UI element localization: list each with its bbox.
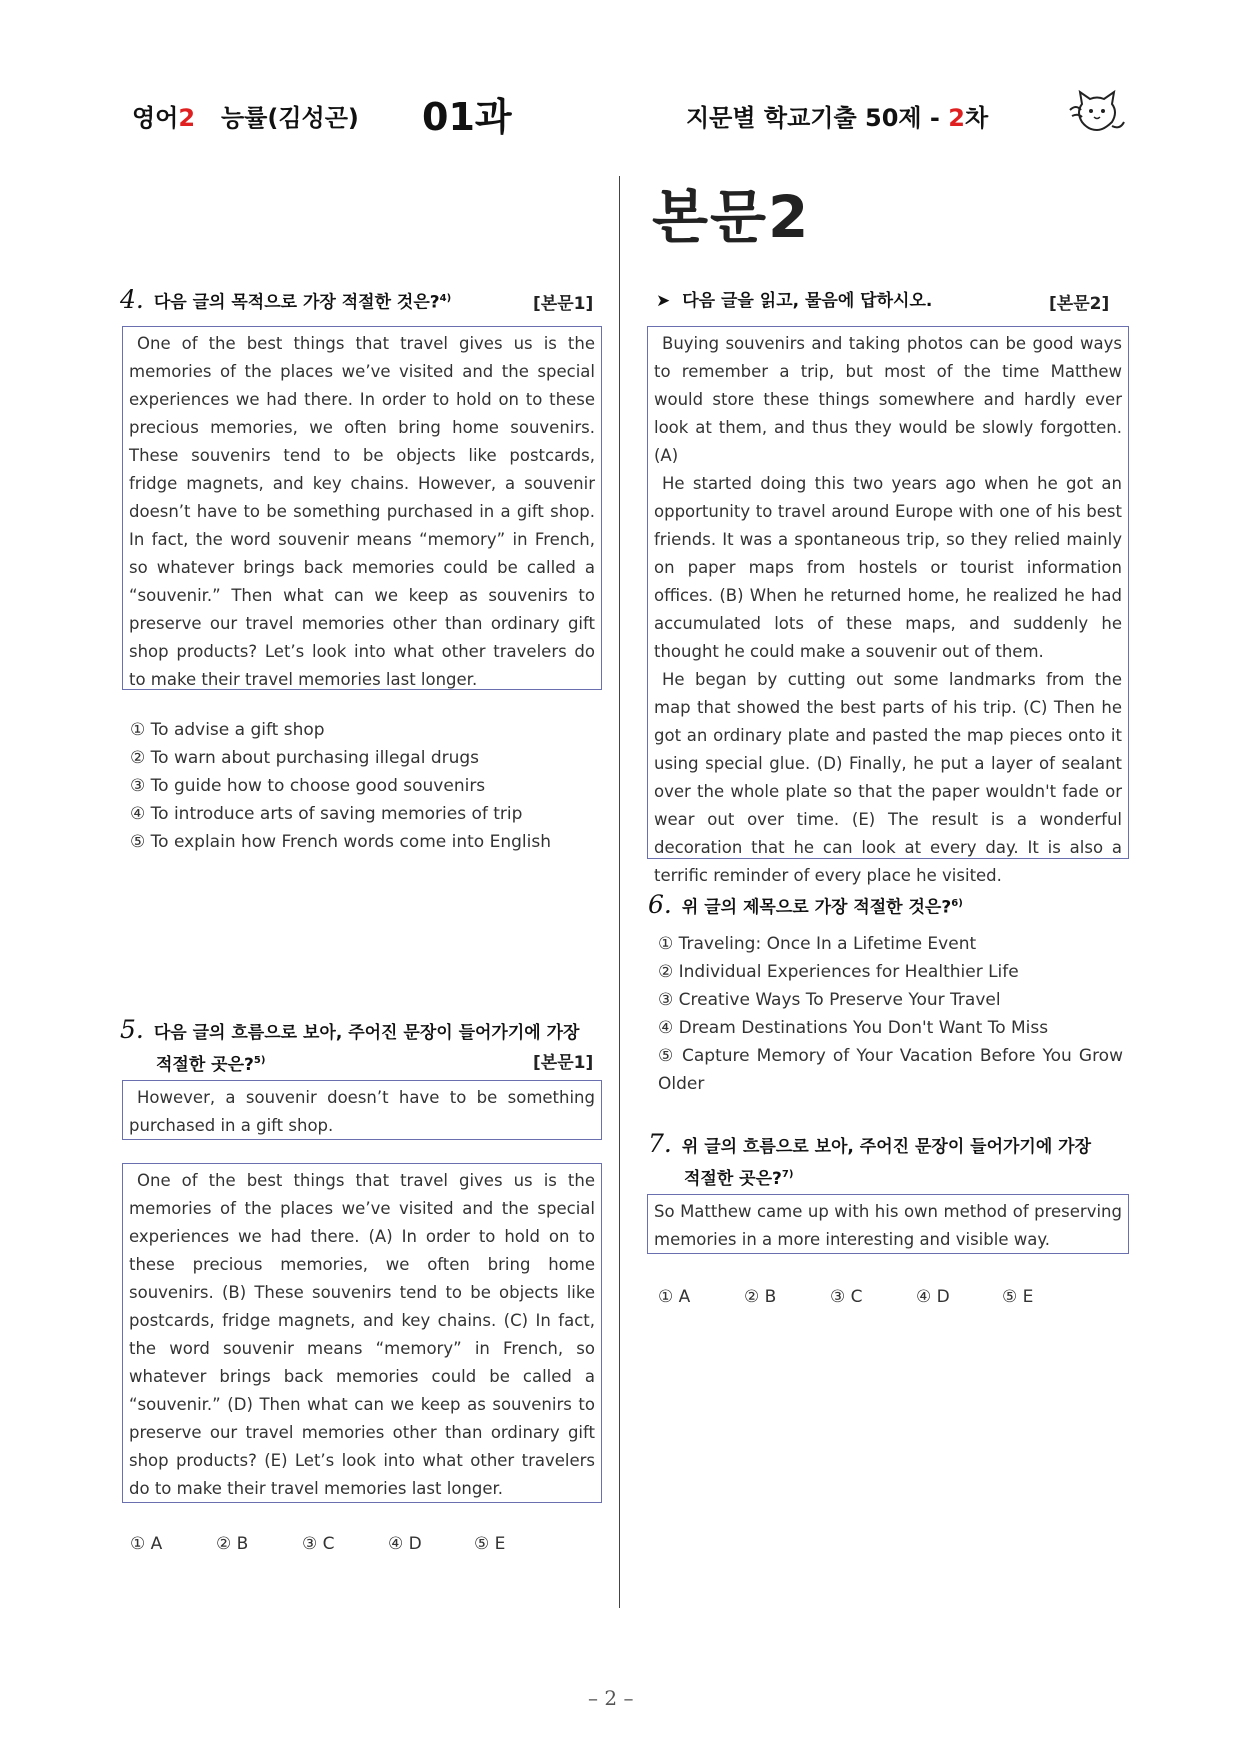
q7-option-e[interactable]: ⑤ E [1002,1287,1034,1307]
q6-option-3[interactable]: ③ Creative Ways To Preserve Your Travel [658,990,1001,1010]
q6-option-5[interactable]: ⑤ Capture Memory of Your Vacation Before You Grow Older [658,1046,1123,1094]
q7-given-sentence: So Matthew came up with his own method of preserving memories in a more interesting and visible way. [647,1194,1129,1254]
q6-heading: 6. 위 글의 제목으로 가장 적절한 것은?$^{6)}$ [648,889,963,919]
q4-option-1[interactable]: ① To advise a gift shop [130,720,325,740]
shared-passage: Buying souvenirs and taking photos can be good ways to remember a trip, but most of the time Matthew would store these things somewhere and hardly ever look at them, and thus they would be slowly forgotten. (A) He started doing this two years ago when he got an opportunity to travel around Europe with one of his best friends. It was a spontaneous trip, so they relied mainly on paper maps from hostels or tourist information offices. (B) When he returned home, he realized he had accumulated lots of these maps, and suddenly he thought he could make a souvenir out of them. He began by cutting out some landmarks from the map that showed the best parts of his trip. (C) Then he got an ordinary plate and pasted the map pieces onto it using special glue. (D) Finally, he put a layer of sealant over the whole plate so that the paper wouldn't fade or wear out over time. (E) The result is a wonderful decoration that he can look at every day. It is also a terrific reminder of every place he visited. [647,326,1129,859]
q7-options [658,1283,1128,1311]
section-title: 본문2 [652,183,811,251]
cat-mascot-icon [1068,86,1126,136]
q5-option-b[interactable]: ② B [216,1534,249,1554]
q4-option-2[interactable]: ② To warn about purchasing illegal drugs [130,748,480,768]
subject-label: 영어2 [132,104,196,132]
q5-heading: 5. 다음 글의 흐름으로 보아, 주어진 문장이 들어가기에 가장 적절한 곳은?$^{5)}$ [120,1015,580,1075]
q6-option-2[interactable]: ② Individual Experiences for Healthier Life [658,962,1019,982]
q5-option-e[interactable]: ⑤ E [474,1534,506,1554]
shared-passage-tag: [본문2] [1049,294,1110,314]
q4-option-4[interactable]: ④ To introduce arts of saving memories of trip [130,804,523,824]
q4-passage: One of the best things that travel gives us is the memories of the places we’ve visited and the special experiences we had there. In order to hold on to these precious memories, we often bring home souvenirs. These souvenirs tend to be objects like postcards, fridge magnets, and key chains. However, a souvenir doesn’t have to be something purchased in a gift shop. In fact, the word souvenir means “memory” in French, so whatever brings back memories could be called a “souvenir.” Then what can we keep as souvenirs to preserve our travel memories other than ordinary gift shop products? Let’s look into what other travelers do to make their travel memories last longer. [122,326,602,690]
q5-option-c[interactable]: ③ C [302,1534,335,1554]
series-label: 지문별 학교기출 50제 - 2차 [686,104,989,132]
q4-heading: 4. 다음 글의 목적으로 가장 적절한 것은?$^{4)}$ [120,284,452,314]
q4-option-5[interactable]: ⑤ To explain how French words come into English [130,832,551,852]
q6-options [658,930,1123,1098]
q7-option-b[interactable]: ② B [744,1287,777,1307]
shared-passage-heading: ➤ 다음 글을 읽고, 물음에 답하시오. [656,291,933,311]
arrow-bullet-icon: ➤ [656,291,671,311]
q4-option-3[interactable]: ③ To guide how to choose good souvenirs [130,776,486,796]
q7-heading: 7. 위 글의 흐름으로 보아, 주어진 문장이 들어가기에 가장 적절한 곳은?$^{7)}$ [648,1129,1092,1189]
q4-options [130,716,600,856]
column-divider [619,176,620,1608]
q5-passage: One of the best things that travel gives us is the memories of the places we’ve visited and the special experiences we had there. (A) In order to hold on to these precious memories, we often bring home souvenirs. (B) These souvenirs tend to be objects like postcards, fridge magnets, and key chains. (C) In fact, the word souvenir means “memory” in French, so whatever brings back memories could be called a “souvenir.” (D) Then what can we keep as souvenirs to preserve our travel memories other than ordinary gift shop products? (E) Let’s look into what other travelers do to make their travel memories last longer. [122,1163,602,1503]
q7-option-c[interactable]: ③ C [830,1287,863,1307]
publisher-label: 능률(김성곤) [221,104,359,132]
q7-option-d[interactable]: ④ D [916,1287,950,1307]
q6-option-4[interactable]: ④ Dream Destinations You Don't Want To Miss [658,1018,1049,1038]
q5-tag: [본문1] [533,1053,594,1073]
q5-given-sentence: However, a souvenir doesn’t have to be something purchased in a gift shop. [122,1080,602,1140]
q6-option-1[interactable]: ① Traveling: Once In a Lifetime Event [658,934,977,954]
page-number: – 2 – [588,1686,634,1710]
q5-option-a[interactable]: ① A [130,1534,163,1554]
q7-option-a[interactable]: ① A [658,1287,691,1307]
q4-tag: [본문1] [533,294,594,314]
lesson-label: 01과 [422,95,512,139]
q5-options [130,1530,600,1558]
q5-option-d[interactable]: ④ D [388,1534,422,1554]
